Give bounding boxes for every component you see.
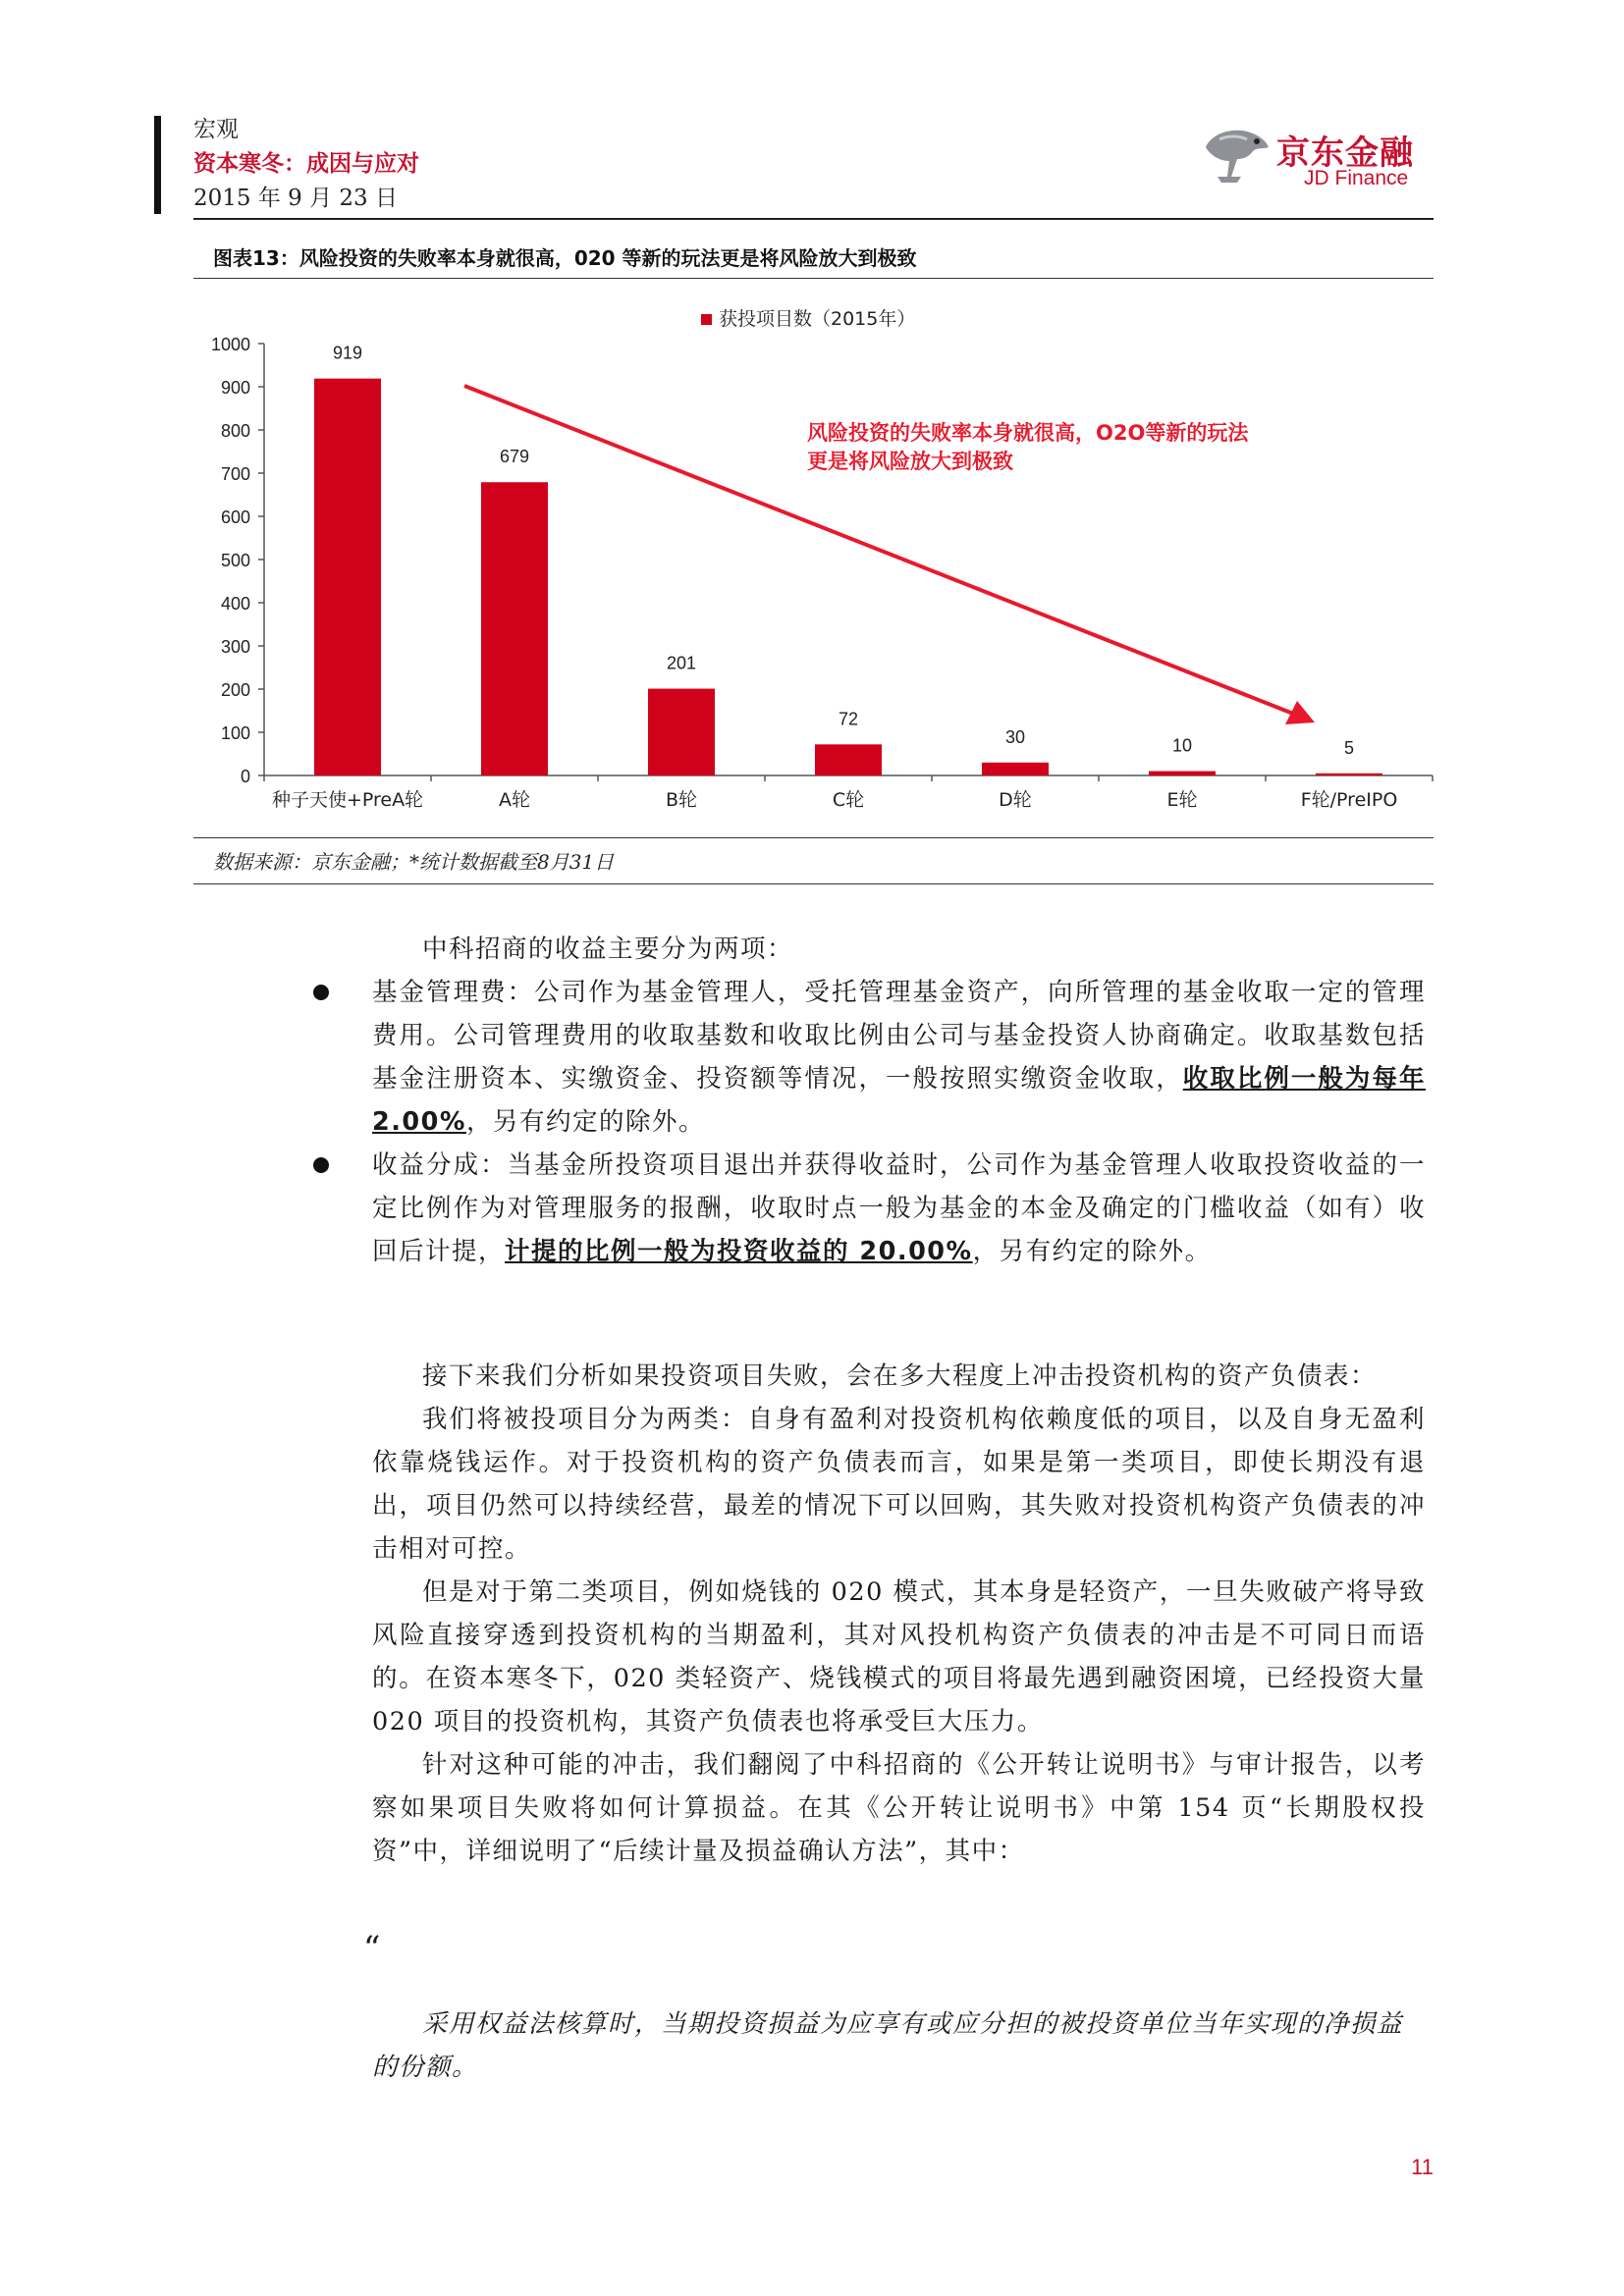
data-label: 72 bbox=[838, 709, 859, 729]
bar bbox=[982, 763, 1049, 775]
bullet2-highlight: 计提的比例一般为投资收益的 20.00% bbox=[505, 1237, 973, 1266]
chart-annotation-line2: 更是将风险放大到极致 bbox=[807, 450, 1013, 473]
bar bbox=[1316, 774, 1382, 775]
y-tick-label: 900 bbox=[220, 378, 250, 398]
paragraph-4: 针对这种可能的冲击，我们翻阅了中科招商的《公开转让说明书》与审计报告，以考察如果项目失败将如何计算损益。在其《公开转让说明书》中第 154 页“长期股权投资”中，详细说明了“后续计量及损益确认方法”，其中： bbox=[372, 1750, 1426, 1866]
bullet1-text: 基金管理费：公司作为基金管理人，受托管理基金资产，向所管理的基金收取一定的管理费用。公司管理费用的收取基数和收取比例由公司与基金投资人协商确定。收取基数包括基金注册资本、实缴资金、投资额等情况，一般按照实缴资金收取， bbox=[372, 978, 1426, 1094]
paragraph-2: 我们将被投项目分为两类：自身有盈利对投资机构依赖度低的项目，以及自身无盈利依靠烧钱运作。对于投资机构的资产负债表而言，如果是第一类项目，即使长期没有退出，项目仍然可以持续经营，最差的情况下可以回购，其失败对投资机构资产负债表的冲击相对可控。 bbox=[372, 1405, 1426, 1564]
report-category: 宏观 bbox=[193, 117, 239, 142]
y-tick-label: 0 bbox=[240, 767, 250, 786]
jd-finance-logo bbox=[1198, 118, 1453, 196]
paragraph-1: 接下来我们分析如果投资项目失败，会在多大程度上冲击投资机构的资产负债表： bbox=[422, 1362, 1378, 1391]
data-label: 5 bbox=[1343, 737, 1355, 758]
body-section-income bbox=[372, 928, 1426, 1273]
x-tick-label: C轮 bbox=[832, 789, 865, 811]
report-title: 资本寒冬：成因与应对 bbox=[193, 151, 419, 177]
header-divider bbox=[193, 218, 1434, 220]
x-tick-label: 种子天使+PreA轮 bbox=[271, 789, 424, 811]
jd-dog-mascot-icon bbox=[1198, 118, 1276, 196]
data-label: 30 bbox=[1004, 726, 1026, 747]
figure-bottom-divider bbox=[193, 837, 1434, 838]
intro-paragraph: 中科招商的收益主要分为两项： bbox=[422, 934, 794, 964]
bar bbox=[648, 689, 715, 775]
x-tick-label: B轮 bbox=[665, 789, 698, 811]
quoted-text: 采用权益法核算时，当期投资损益为应享有或应分担的被投资单位当年实现的净损益的份额。 bbox=[372, 2009, 1404, 2082]
bullet-management-fee bbox=[313, 971, 1426, 1144]
figure-title: 图表13：风险投资的失败率本身就很高，020 等新的玩法更是将风险放大到极致 bbox=[213, 246, 917, 270]
figure-source-divider bbox=[193, 883, 1434, 884]
data-label: 201 bbox=[666, 653, 697, 673]
logo-chinese-text: 京东金融 bbox=[1276, 133, 1414, 173]
bar bbox=[314, 379, 381, 775]
bar-chart bbox=[193, 290, 1434, 834]
y-tick-label: 700 bbox=[220, 464, 250, 484]
bar bbox=[815, 744, 882, 775]
bullet1-tail: ，另有约定的除外。 bbox=[465, 1107, 705, 1137]
x-tick-label: D轮 bbox=[999, 789, 1032, 811]
chart-labels bbox=[211, 335, 1397, 811]
chart-legend bbox=[701, 308, 915, 330]
chart-annotation-line1: 风险投资的失败率本身就很高，O2O等新的玩法 bbox=[807, 421, 1249, 445]
logo-english-text: JD Finance bbox=[1304, 167, 1409, 189]
y-tick-label: 100 bbox=[220, 723, 250, 743]
bar bbox=[481, 482, 548, 775]
y-tick-label: 600 bbox=[220, 507, 250, 527]
data-label: 919 bbox=[332, 343, 363, 363]
bullet2-tail: ，另有约定的除外。 bbox=[972, 1237, 1212, 1266]
paragraph-3: 但是对于第二类项目，例如烧钱的 020 模式，其本身是轻资产，一旦失败破产将导致风险直接穿透到投资机构的当期盈利，其对风投机构资产负债表的冲击是不可同日而语的。在资本寒冬下，020 类轻资产、烧钱模式的项目将最先遇到融资困境，已经投资大量 020 项目的投资机构，其资产负债表也将承受巨大压力。 bbox=[372, 1577, 1426, 1736]
y-tick-label: 800 bbox=[220, 421, 250, 441]
bullet-icon bbox=[313, 985, 329, 1000]
bullet-profit-share bbox=[313, 1144, 1426, 1273]
y-tick-label: 500 bbox=[220, 551, 250, 570]
bullet1-highlight: 收取比例一般为每年 2.00% bbox=[372, 1064, 1426, 1137]
bullet2-text: 收益分成：当基金所投资项目退出并获得收益时，公司作为基金管理人收取投资收益的一定比例作为对管理服务的报酬，收取时点一般为基金的本金及确定的门槛收益（如有）收回后计提， bbox=[372, 1150, 1426, 1266]
x-tick-label: E轮 bbox=[1166, 789, 1198, 811]
figure-source: 数据来源：京东金融；*统计数据截至8月31日 bbox=[213, 850, 615, 874]
y-tick-label: 1000 bbox=[210, 335, 250, 354]
figure-title-divider bbox=[193, 278, 1434, 279]
data-label: 679 bbox=[499, 447, 530, 467]
y-tick-label: 400 bbox=[220, 594, 250, 614]
legend-label: 获投项目数（2015年） bbox=[719, 308, 916, 330]
page-number: 11 bbox=[1411, 2155, 1434, 2179]
y-tick-label: 300 bbox=[220, 637, 250, 657]
data-label: 10 bbox=[1171, 735, 1193, 756]
report-date: 2015 年 9 月 23 日 bbox=[193, 186, 398, 211]
header-bar bbox=[154, 116, 161, 214]
legend-swatch bbox=[701, 314, 712, 325]
bullet-icon bbox=[313, 1157, 329, 1173]
quote-open-mark: “ bbox=[363, 1929, 381, 1968]
bar bbox=[1149, 772, 1216, 775]
body-section-analysis bbox=[372, 1355, 1426, 1873]
y-tick-label: 200 bbox=[220, 680, 250, 700]
x-tick-label: A轮 bbox=[499, 789, 530, 811]
x-tick-label: F轮/PreIPO bbox=[1300, 789, 1398, 811]
